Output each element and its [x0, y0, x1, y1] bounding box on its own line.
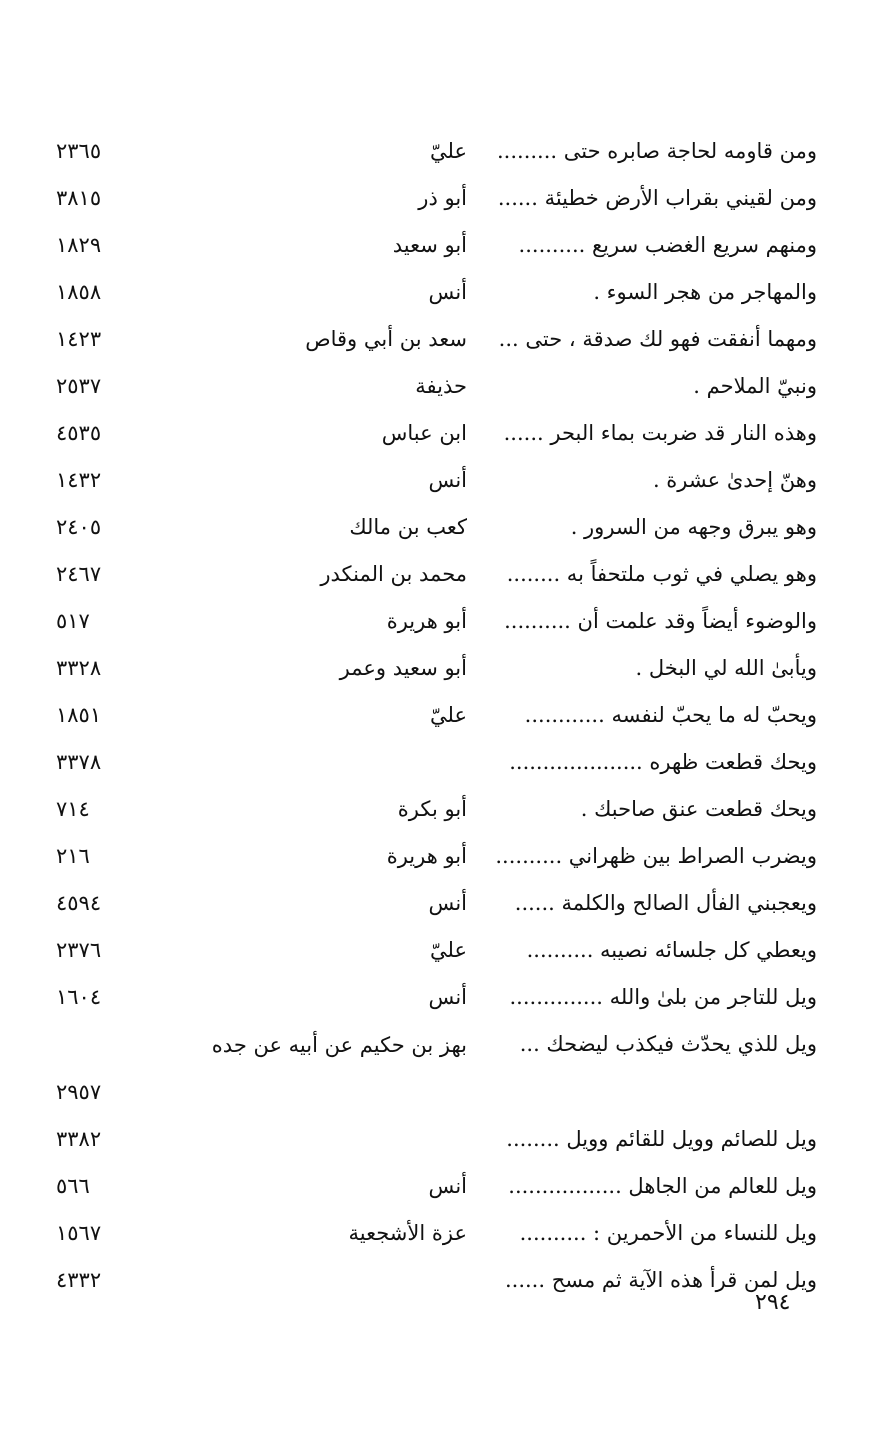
index-row: [0, 598, 891, 645]
index-row: [0, 833, 891, 880]
hadith-index-list: [0, 128, 891, 1304]
narrator-name: بهز بن حكيم عن أبيه عن جده: [211, 1033, 467, 1057]
hadith-number: ١٦٠٤: [56, 985, 102, 1009]
hadith-text: ويعطي كل جلسائه نصيبه ..........: [526, 938, 817, 962]
narrator-name: أنس: [428, 468, 467, 492]
hadith-number: ٥١٧: [56, 609, 90, 633]
hadith-number: ٧١٤: [56, 797, 90, 821]
hadith-text: ويل للنساء من الأحمرين : ..........: [519, 1221, 817, 1245]
hadith-number: ٣٨١٥: [56, 186, 102, 210]
hadith-text: والمهاجر من هجر السوء .: [593, 280, 817, 304]
hadith-text: ويحك قطعت عنق صاحبك .: [580, 797, 817, 821]
hadith-number: ٢٣٧٦: [56, 938, 102, 962]
hadith-number: ١٤٢٣: [56, 327, 102, 351]
hadith-text: وهنّ إحدىٰ عشرة .: [652, 468, 817, 492]
hadith-text: ومنهم سريع الغضب سريع ..........: [518, 233, 817, 257]
narrator-name: أبو بكرة: [397, 797, 467, 821]
hadith-text: ويعجبني الفأل الصالح والكلمة ......: [514, 891, 817, 915]
hadith-text: ويل للذي يحدّث فيكذب ليضحك ...: [519, 1032, 817, 1056]
narrator-name: ابن عباس: [381, 421, 467, 445]
hadith-text: ويحبّ له ما يحبّ لنفسه ............: [524, 703, 817, 727]
index-row: [0, 786, 891, 833]
hadith-number: ١٥٦٧: [56, 1221, 102, 1245]
index-row: [0, 880, 891, 927]
hadith-number: ٣٣٧٨: [56, 750, 102, 774]
narrator-name: عليّ: [430, 703, 467, 727]
index-row: [0, 1021, 891, 1116]
page-number: ٢٩٤: [755, 1290, 791, 1315]
index-row: [0, 269, 891, 316]
hadith-number: ٢٩٥٧: [56, 1080, 102, 1104]
hadith-number: ٢٤٠٥: [56, 515, 102, 539]
index-row: [0, 222, 891, 269]
hadith-text: ومهما أنفقت فهو لك صدقة ، حتى ...: [498, 327, 817, 351]
hadith-text: ويضرب الصراط بين ظهراني ..........: [495, 844, 817, 868]
index-row: [0, 645, 891, 692]
hadith-text: ونبيّ الملاحم .: [693, 374, 817, 398]
hadith-text: وهو يصلي في ثوب ملتحفاً به ........: [506, 562, 817, 586]
hadith-text: ومن قاومه لحاجة صابره حتى .........: [497, 139, 817, 163]
hadith-number: ١٨٢٩: [56, 233, 102, 257]
index-row: [0, 457, 891, 504]
hadith-text: ويل للصائم وويل للقائم وويل ........: [506, 1127, 817, 1151]
narrator-name: أبو سعيد: [392, 233, 467, 257]
narrator-name: أنس: [428, 985, 467, 1009]
hadith-number: ١٨٥٨: [56, 280, 102, 304]
hadith-text: ويل لمن قرأ هذه الآية ثم مسح ......: [504, 1268, 817, 1292]
index-row: [0, 410, 891, 457]
hadith-number: ٤٥٣٥: [56, 421, 102, 445]
index-row: [0, 504, 891, 551]
narrator-name: أبو ذر: [418, 186, 467, 210]
index-row: [0, 739, 891, 786]
index-row: [0, 363, 891, 410]
hadith-number: ٣٣٢٨: [56, 656, 102, 680]
hadith-number: ٢٥٣٧: [56, 374, 102, 398]
narrator-name: كعب بن مالك: [349, 515, 467, 539]
hadith-text: والوضوء أيضاً وقد علمت أن ..........: [504, 609, 817, 633]
hadith-text: وهذه النار قد ضربت بماء البحر ......: [503, 421, 817, 445]
hadith-number: ٢١٦: [56, 844, 90, 868]
narrator-name: أنس: [428, 1174, 467, 1198]
hadith-number: ١٤٣٢: [56, 468, 102, 492]
index-row: [0, 551, 891, 598]
hadith-number: ٢٣٦٥: [56, 139, 102, 163]
index-row: [0, 974, 891, 1021]
hadith-text: ويل للعالم من الجاهل .................: [508, 1174, 817, 1198]
narrator-name: حذيفة: [415, 374, 467, 398]
index-row: [0, 128, 891, 175]
hadith-text: ويل للتاجر من بلىٰ والله ..............: [509, 985, 817, 1009]
hadith-number: ١٨٥١: [56, 703, 102, 727]
hadith-text: وهو يبرق وجهه من السرور .: [570, 515, 817, 539]
index-row: [0, 1163, 891, 1210]
hadith-text: ويحك قطعت ظهره ....................: [509, 750, 817, 774]
narrator-name: سعد بن أبي وقاص: [305, 327, 467, 351]
narrator-name: أبو هريرة: [386, 844, 467, 868]
hadith-number: ٢٤٦٧: [56, 562, 102, 586]
narrator-name: عزة الأشجعية: [348, 1221, 467, 1245]
index-row: [0, 175, 891, 222]
hadith-number: ٤٥٩٤: [56, 891, 102, 915]
index-row: [0, 692, 891, 739]
index-row: [0, 927, 891, 974]
narrator-name: محمد بن المنكدر: [320, 562, 467, 586]
hadith-number: ٥٦٦: [56, 1174, 90, 1198]
index-row: [0, 1210, 891, 1257]
hadith-text: ويأبىٰ الله لي البخل .: [635, 656, 817, 680]
hadith-number: ٣٣٨٢: [56, 1127, 102, 1151]
narrator-name: أنس: [428, 280, 467, 304]
narrator-name: عليّ: [430, 139, 467, 163]
narrator-name: أبو هريرة: [386, 609, 467, 633]
narrator-name: أنس: [428, 891, 467, 915]
index-row: [0, 316, 891, 363]
hadith-number: ٤٣٣٢: [56, 1268, 102, 1292]
narrator-name: عليّ: [430, 938, 467, 962]
hadith-text: ومن لقيني بقراب الأرض خطيئة ......: [497, 186, 817, 210]
narrator-name: أبو سعيد وعمر: [339, 656, 467, 680]
index-row: [0, 1116, 891, 1163]
